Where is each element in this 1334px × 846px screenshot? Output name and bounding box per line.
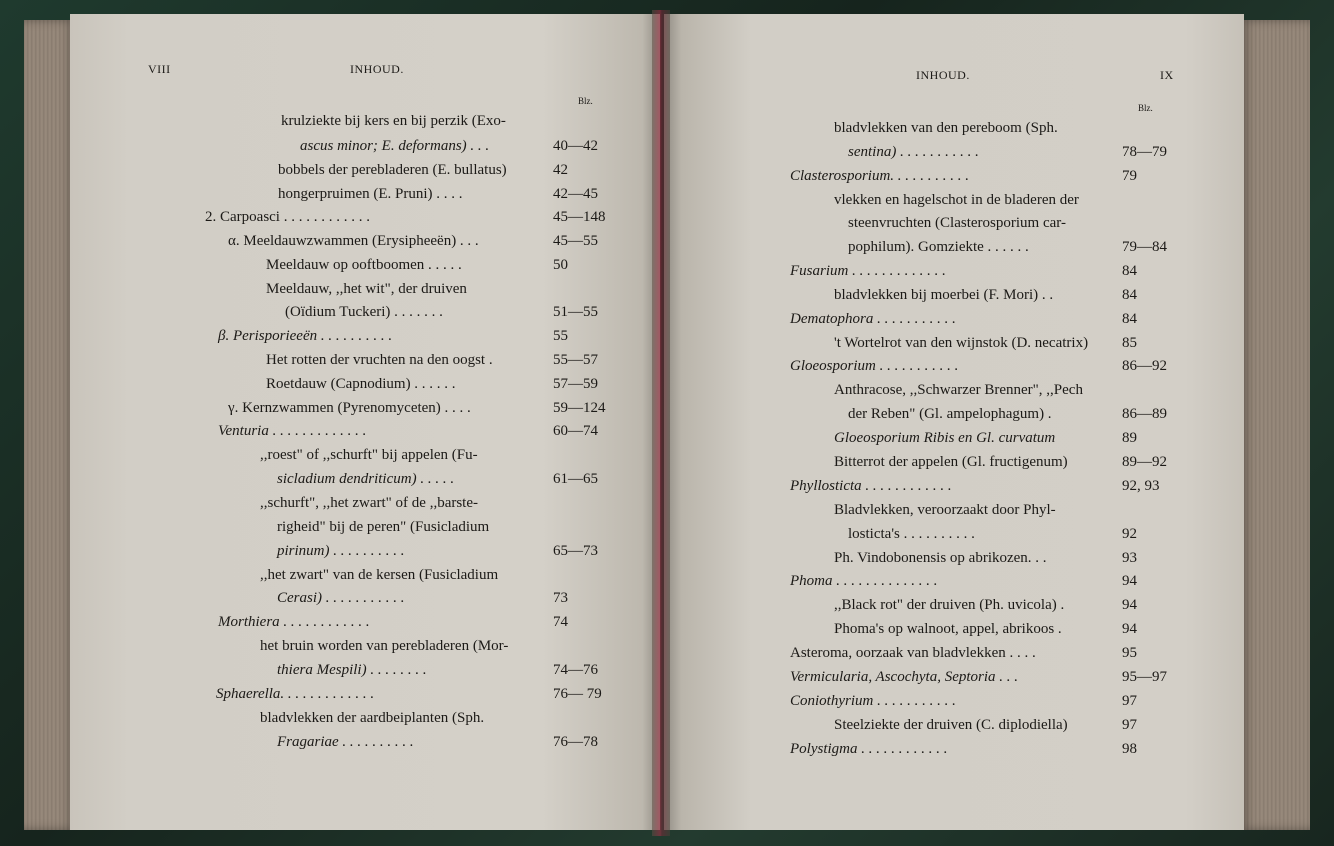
toc-entry-text: pophilum). Gomziekte . . . . . . xyxy=(848,239,1029,255)
toc-entry-page: 59—124 xyxy=(553,400,606,416)
toc-entry-text: Clasterosporium. . . . . . . . . . . xyxy=(790,168,970,184)
toc-entry-text: Steelziekte der druiven (C. diplodiella) xyxy=(834,717,1068,733)
running-head: INHOUD. xyxy=(350,62,404,76)
toc-entry-text: Fragariae . . . . . . . . . . xyxy=(277,734,414,750)
book-gutter xyxy=(652,10,670,836)
toc-entry-text: 2. Carpoasci . . . . . . . . . . . . xyxy=(205,209,370,225)
toc-entry-text: Coniothyrium . . . . . . . . . . . xyxy=(790,693,956,709)
toc-entry-page: 60—74 xyxy=(553,423,598,439)
page-edges-left xyxy=(24,20,76,830)
toc-entry-text: losticta's . . . . . . . . . . xyxy=(848,526,975,542)
toc-entry-text: Bladvlekken, veroorzaakt door Phyl- xyxy=(834,502,1056,518)
toc-entry-text: ascus minor; E. deformans) . . . xyxy=(300,138,490,154)
toc-entry-text: Bitterrot der appelen (Gl. fructigenum) xyxy=(834,454,1068,470)
toc-entry-text: Asteroma, oorzaak van bladvlekken . . . . xyxy=(790,645,1036,661)
toc-entry-page: 79 xyxy=(1122,168,1137,184)
toc-entry-page: 89—92 xyxy=(1122,454,1167,470)
toc-entry-text: Meeldauw op ooftboomen . . . . . xyxy=(266,257,462,273)
toc-entry-text: het bruin worden van perebladeren (Mor- xyxy=(260,638,509,654)
toc-entry-text: Het rotten der vruchten na den oogst . xyxy=(266,352,493,368)
toc-entry-page: 61—65 xyxy=(553,471,598,487)
toc-entry-page: 86—92 xyxy=(1122,358,1167,374)
toc-entry-text: ,,Black rot" der druiven (Ph. uvicola) . xyxy=(834,597,1065,613)
toc-entry-text: Phyllosticta . . . . . . . . . . . . xyxy=(790,478,952,494)
toc-entry-text: Ph. Vindobonensis op abrikozen. . . xyxy=(834,550,1047,566)
toc-entry-page: 84 xyxy=(1122,287,1137,303)
toc-entry-page: 85 xyxy=(1122,335,1137,351)
toc-entry-text: ,,het zwart" van de kersen (Fusicladium xyxy=(260,567,499,583)
toc-entry-text: bladvlekken bij moerbei (F. Mori) . . xyxy=(834,287,1054,303)
toc-entry-text: vlekken en hagelschot in de bladeren der xyxy=(834,192,1079,208)
toc-entry-text: γ. Kernzwammen (Pyrenomyceten) . . . . xyxy=(228,400,471,416)
page-number: IX xyxy=(1160,68,1174,82)
page-edges-right xyxy=(1240,20,1310,830)
toc-entry-text: Gloeosporium Ribis en Gl. curvatum xyxy=(834,430,1056,446)
toc-entry-text: 't Wortelrot van den wijnstok (D. necatrix) xyxy=(834,335,1089,351)
toc-entry-page: 92, 93 xyxy=(1122,478,1160,494)
toc-entry-text: bladvlekken der aardbeiplanten (Sph. xyxy=(260,710,485,726)
toc-entry-page: 93 xyxy=(1122,550,1137,566)
toc-entry-text: sicladium dendriticum) . . . . . xyxy=(277,471,455,487)
toc-entry-text: Meeldauw, ,,het wit", der druiven xyxy=(266,281,467,297)
toc-entry-text: Anthracose, ,,Schwarzer Brenner", ,,Pech xyxy=(834,382,1083,398)
toc-entry-page: 57—59 xyxy=(553,376,598,392)
toc-entry-text: Phoma . . . . . . . . . . . . . . xyxy=(790,573,938,589)
toc-entry-page: 94 xyxy=(1122,621,1137,637)
toc-entry-page: 76— 79 xyxy=(553,686,602,702)
toc-entry-page: 92 xyxy=(1122,526,1137,542)
toc-entry-page: 89 xyxy=(1122,430,1137,446)
toc-entry-page: 97 xyxy=(1122,717,1137,733)
toc-entry-text: hongerpruimen (E. Pruni) . . . . xyxy=(278,186,463,202)
column-label: Blz. xyxy=(1138,103,1153,113)
toc-entry-text: (Oïdium Tuckeri) . . . . . . . xyxy=(285,304,443,320)
toc-entry-page: 76—78 xyxy=(553,734,598,750)
toc-entry-text: Roetdauw (Capnodium) . . . . . . xyxy=(266,376,456,392)
toc-entry-text: Polystigma . . . . . . . . . . . . xyxy=(790,741,948,757)
toc-entry-page: 45—55 xyxy=(553,233,598,249)
toc-entry-text: steenvruchten (Clasterosporium car- xyxy=(848,215,1066,231)
page-number: VIII xyxy=(148,62,171,76)
toc-entry-text: pirinum) . . . . . . . . . . xyxy=(277,543,405,559)
toc-entry-page: 84 xyxy=(1122,263,1137,279)
toc-entry-text: Sphaerella. . . . . . . . . . . . . xyxy=(216,686,375,702)
toc-entry-text: bobbels der perebladeren (E. bullatus) xyxy=(278,162,507,178)
toc-entry-page: 74—76 xyxy=(553,662,598,678)
toc-entry-page: 65—73 xyxy=(553,543,598,559)
toc-entry-page: 97 xyxy=(1122,693,1137,709)
toc-entry-text: α. Meeldauwzwammen (Erysipheeën) . . . xyxy=(228,233,479,249)
toc-entry-text: Cerasi) . . . . . . . . . . . xyxy=(277,590,405,606)
toc-entry-text: Venturia . . . . . . . . . . . . . xyxy=(218,423,367,439)
toc-entry-text: Vermicularia, Ascochyta, Septoria . . . xyxy=(790,669,1019,685)
toc-entry-text: thiera Mespili) . . . . . . . . xyxy=(277,662,427,678)
toc-entry-page: 40—42 xyxy=(553,138,598,154)
toc-entry-page: 45—148 xyxy=(553,209,606,225)
toc-entry-text: β. Perisporieeën . . . . . . . . . . xyxy=(218,328,393,344)
toc-entry-page: 55—57 xyxy=(553,352,598,368)
toc-entry-text: der Reben" (Gl. ampelophagum) . xyxy=(848,406,1052,422)
toc-entry-page: 84 xyxy=(1122,311,1137,327)
toc-entry-text: Gloeosporium . . . . . . . . . . . xyxy=(790,358,959,374)
toc-entry-page: 94 xyxy=(1122,597,1137,613)
toc-entry-page: 98 xyxy=(1122,741,1137,757)
toc-entry-page: 51—55 xyxy=(553,304,598,320)
toc-entry-text: Dematophora . . . . . . . . . . . xyxy=(790,311,956,327)
toc-entry-page: 95 xyxy=(1122,645,1137,661)
toc-entry-page: 79—84 xyxy=(1122,239,1167,255)
toc-entry-page: 74 xyxy=(553,614,568,630)
toc-entry-text: ,,schurft", ,,het zwart" of de ,,barste- xyxy=(260,495,478,511)
toc-entry-page: 86—89 xyxy=(1122,406,1167,422)
toc-entry-page: 73 xyxy=(553,590,568,606)
toc-entry-page: 94 xyxy=(1122,573,1137,589)
toc-entry-text: Phoma's op walnoot, appel, abrikoos . xyxy=(834,621,1062,637)
toc-entry-text: ,,roest" of ,,schurft" bij appelen (Fu- xyxy=(260,447,478,463)
toc-entry-page: 78—79 xyxy=(1122,144,1167,160)
toc-entry-text: krulziekte bij kers en bij perzik (Exo- xyxy=(281,113,506,129)
toc-entry-text: righeid" bij de peren" (Fusicladium xyxy=(277,519,490,535)
toc-entry-text: Morthiera . . . . . . . . . . . . xyxy=(218,614,370,630)
toc-entry-text: sentina) . . . . . . . . . . . xyxy=(848,144,979,160)
column-label: Blz. xyxy=(578,96,593,106)
toc-entry-text: Fusarium . . . . . . . . . . . . . xyxy=(790,263,946,279)
toc-entry-page: 42—45 xyxy=(553,186,598,202)
running-head: INHOUD. xyxy=(916,68,970,82)
toc-entry-page: 55 xyxy=(553,328,568,344)
toc-entry-text: bladvlekken van den pereboom (Sph. xyxy=(834,120,1058,136)
toc-entry-page: 42 xyxy=(553,162,568,178)
toc-entry-page: 50 xyxy=(553,257,568,273)
toc-entry-page: 95—97 xyxy=(1122,669,1167,685)
